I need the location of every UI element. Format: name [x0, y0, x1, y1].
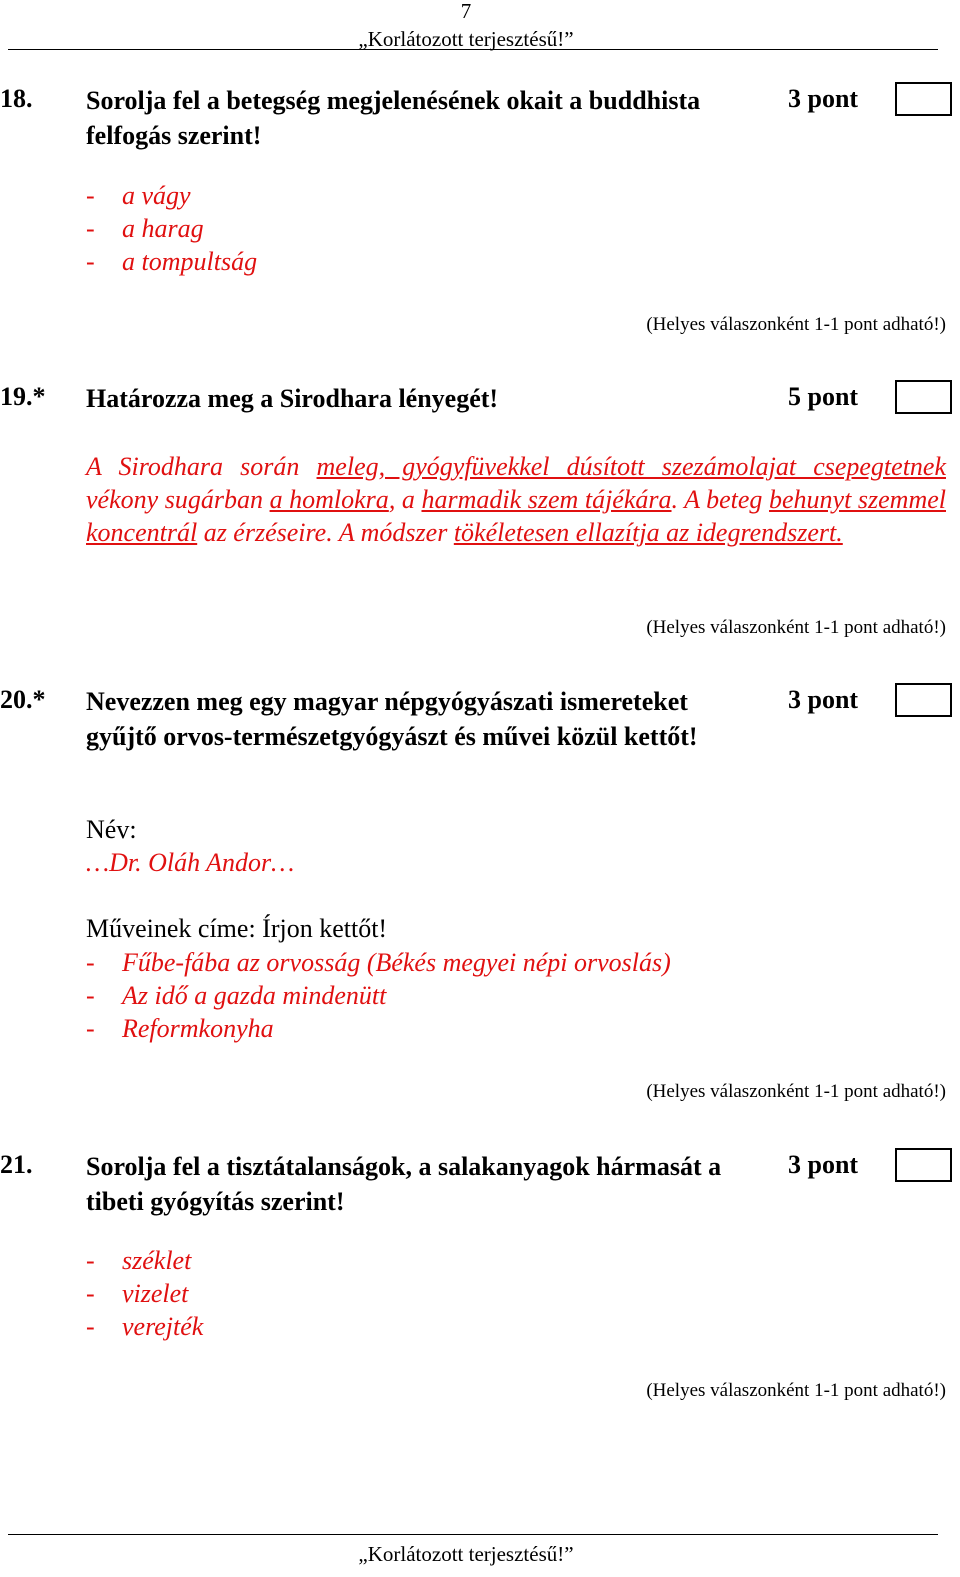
name-answer — [86, 848, 294, 878]
question-18-points: 3 pont — [788, 84, 859, 113]
answer-21-2: vizelet — [122, 1279, 189, 1308]
footer-rule — [8, 1534, 938, 1535]
name-label: Név: — [86, 815, 137, 844]
answer-18-1: a vágy — [122, 181, 191, 210]
answer-19-part: vékony sugárban — [86, 485, 270, 514]
question-19-answer — [86, 450, 946, 549]
question-19-score-box — [895, 380, 952, 414]
question-19-number: 19.* — [0, 382, 46, 411]
question-18-text: Sorolja fel a betegség megjelenésének okait a buddhista felfogás szerint! — [86, 86, 701, 150]
answer-19-key-phrase: meleg, gyógyfüvekkel dúsított szezámolajat csepegtetnek — [316, 452, 946, 481]
question-20-points: 3 pont — [788, 685, 859, 714]
answer-bullet: - — [86, 1312, 95, 1341]
header-restriction: „Korlátozott terjesztésű!” — [358, 27, 574, 51]
header-rule — [8, 49, 938, 50]
question-20-text: Nevezzen meg egy magyar népgyógyászati ismereteket gyűjtő orvos-természetgyógyászt és művei közül kettőt! — [86, 687, 698, 751]
answer-bullet: - — [86, 1279, 95, 1308]
answer-19-part: . A beteg — [671, 485, 770, 514]
question-21-points: 3 pont — [788, 1150, 859, 1179]
answer-bullet: - — [86, 181, 95, 210]
answer-20-1: Fűbe-fába az orvosság (Békés megyei népi orvoslás) — [122, 948, 671, 977]
question-18-scoring-note: (Helyes válaszonként 1-1 pont adható!) — [646, 314, 946, 335]
answer-bullet: - — [86, 247, 95, 276]
page-number: 7 — [460, 0, 472, 23]
question-21-scoring-note: (Helyes válaszonként 1-1 pont adható!) — [646, 1380, 946, 1401]
answer-19-key-phrase: behunyt szemmel koncentrál — [86, 485, 946, 547]
answer-20-2: Az idő a gazda mindenütt — [122, 981, 387, 1010]
answer-19-part: A Sirodhara során — [86, 452, 317, 481]
answer-19-key-phrase: a homlokra — [269, 485, 389, 514]
answer-19-part: az érzéseire. A módszer — [197, 518, 454, 547]
question-18-score-box — [895, 82, 952, 116]
works-label: Műveinek címe: Írjon kettőt! — [86, 914, 388, 943]
question-19-scoring-note: (Helyes válaszonként 1-1 pont adható!) — [646, 617, 946, 638]
answer-bullet: - — [86, 214, 95, 243]
answer-20-3: Reformkonyha — [122, 1014, 274, 1043]
question-18-number: 18. — [0, 84, 33, 113]
answer-21-1: széklet — [122, 1246, 192, 1275]
answer-19-key-phrase: harmadik szem tájékára — [421, 485, 672, 514]
question-21-number: 21. — [0, 1150, 33, 1179]
answer-19-key-phrase: tökéletesen ellazítja az idegrendszert. — [453, 518, 843, 547]
question-21-score-box — [895, 1148, 952, 1182]
question-19-text: Határozza meg a Sirodhara lényegét! — [86, 384, 499, 413]
footer-restriction: „Korlátozott terjesztésű!” — [358, 1542, 574, 1566]
answer-21-3: verejték — [122, 1312, 204, 1341]
question-20-number: 20.* — [0, 685, 46, 714]
question-21-text: Sorolja fel a tisztátalanságok, a salakanyagok hármasát a tibeti gyógyítás szerint! — [86, 1152, 722, 1216]
answer-bullet: - — [86, 948, 95, 977]
answer-18-3: a tompultság — [122, 247, 258, 276]
answer-bullet: - — [86, 981, 95, 1010]
answer-bullet: - — [86, 1246, 95, 1275]
name-value: …Dr. Oláh Andor… — [86, 848, 295, 877]
answer-bullet: - — [86, 1014, 95, 1043]
question-20-score-box — [895, 683, 952, 717]
answer-18-2: a harag — [122, 214, 204, 243]
answer-19-part: , a — [388, 485, 422, 514]
question-19-points: 5 pont — [788, 382, 859, 411]
question-20-scoring-note: (Helyes válaszonként 1-1 pont adható!) — [646, 1081, 946, 1102]
